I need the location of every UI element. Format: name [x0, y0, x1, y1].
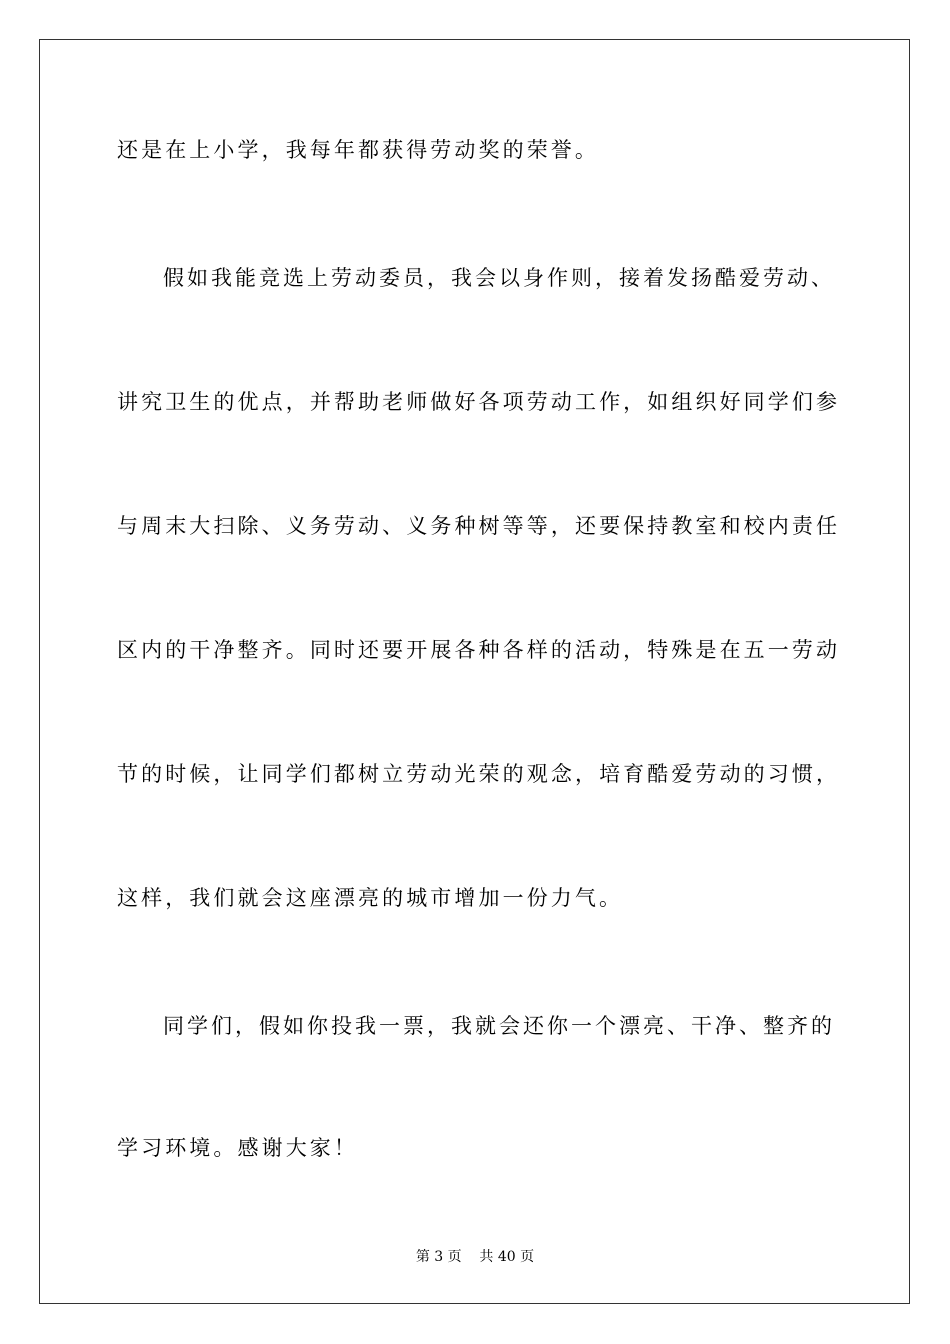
text-line-5: 区内的干净整齐。同时还要开展各种各样的活动，特殊是在五一劳动 — [117, 638, 837, 662]
text-line-3: 讲究卫生的优点，并帮助老师做好各项劳动工作，如组织好同学们参 — [117, 390, 837, 414]
text-line-6: 节的时候，让同学们都树立劳动光荣的观念，培育酷爱劳动的习惯， — [117, 762, 837, 786]
text-line-9: 学习环境。感谢大家！ — [117, 1136, 358, 1160]
text-line-4: 与周末大扫除、义务劳动、义务种树等等，还要保持教室和校内责任 — [117, 514, 837, 538]
text-line-2: 假如我能竞选上劳动委员，我会以身作则，接着发扬酷爱劳动、 — [163, 266, 832, 290]
text-line-1: 还是在上小学，我每年都获得劳动奖的荣誉。 — [117, 138, 599, 162]
text-line-7: 这样，我们就会这座漂亮的城市增加一份力气。 — [117, 886, 624, 910]
page-border — [39, 39, 910, 1304]
text-line-8: 同学们，假如你投我一票，我就会还你一个漂亮、干净、整齐的 — [163, 1014, 832, 1038]
page-number-footer: 第 3 页 共 40 页 — [415, 1249, 535, 1265]
